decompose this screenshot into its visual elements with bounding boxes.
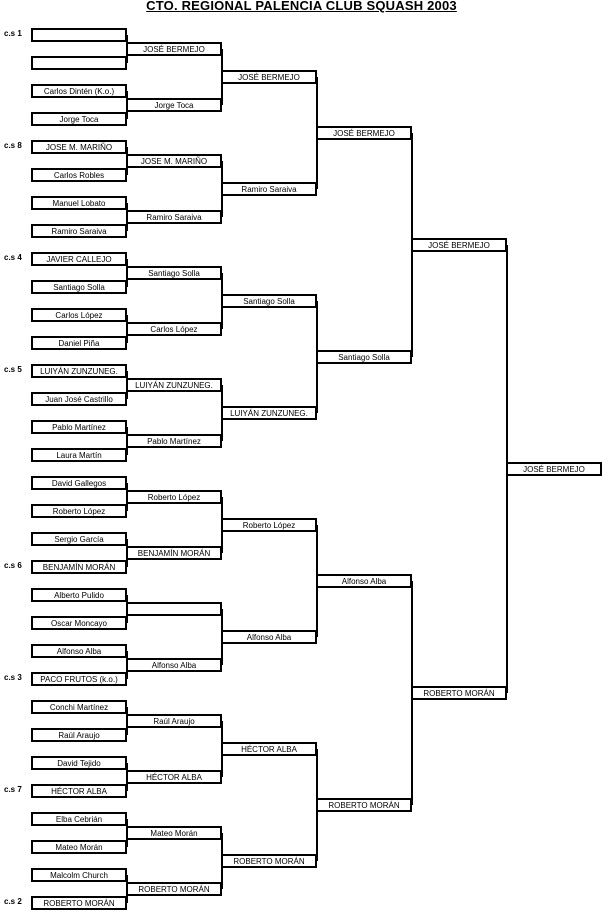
round2-player-box: Roberto López xyxy=(126,490,222,504)
round2-player-box xyxy=(126,602,222,616)
round3-player-box: ROBERTO MORÁN xyxy=(221,854,317,868)
round1-player-box: David Gallegos xyxy=(31,476,127,490)
round1-player-box: Pablo Martínez xyxy=(31,420,127,434)
champion-box: JOSÉ BERMEJO xyxy=(506,462,602,476)
round1-player-box xyxy=(31,28,127,42)
round4-player-box: Santiago Solla xyxy=(316,350,412,364)
round1-player-box: ROBERTO MORÁN xyxy=(31,896,127,910)
seed-label: c.s 4 xyxy=(4,253,22,262)
round1-player-box: Jorge Toca xyxy=(31,112,127,126)
round1-player-box: Juan José Castrillo xyxy=(31,392,127,406)
round2-player-box: HÉCTOR ALBA xyxy=(126,770,222,784)
round2-player-box: LUIYÁN ZUNZUNEG. xyxy=(126,378,222,392)
round2-player-box: JOSÉ BERMEJO xyxy=(126,42,222,56)
round1-player-box: JAVIER CALLEJO xyxy=(31,252,127,266)
round1-player-box: Ramiro Saraiva xyxy=(31,224,127,238)
round2-player-box: ROBERTO MORÁN xyxy=(126,882,222,896)
round2-player-box: Jorge Toca xyxy=(126,98,222,112)
round1-player-box: JOSE M. MARIÑO xyxy=(31,140,127,154)
round1-player-box: Carlos López xyxy=(31,308,127,322)
round1-player-box: Manuel Lobato xyxy=(31,196,127,210)
round1-player-box: HÉCTOR ALBA xyxy=(31,784,127,798)
seed-label: c.s 3 xyxy=(4,673,22,682)
round3-player-box: Ramiro Saraiva xyxy=(221,182,317,196)
seed-label: c.s 1 xyxy=(4,29,22,38)
round3-player-box: JOSÉ BERMEJO xyxy=(221,70,317,84)
round3-player-box: HÉCTOR ALBA xyxy=(221,742,317,756)
seed-label: c.s 8 xyxy=(4,141,22,150)
round1-player-box: Laura Martín xyxy=(31,448,127,462)
round2-player-box: Pablo Martínez xyxy=(126,434,222,448)
round3-player-box: Alfonso Alba xyxy=(221,630,317,644)
round1-player-box: Elba Cebrián xyxy=(31,812,127,826)
round4-player-box: Alfonso Alba xyxy=(316,574,412,588)
round1-player-box: Malcolm Church xyxy=(31,868,127,882)
round1-player-box: Roberto López xyxy=(31,504,127,518)
bracket-title: CTO. REGIONAL PALENCIA CLUB SQUASH 2003 xyxy=(146,0,457,13)
seed-label: c.s 7 xyxy=(4,785,22,794)
round1-player-box: Oscar Moncayo xyxy=(31,616,127,630)
round4-player-box: JOSÉ BERMEJO xyxy=(316,126,412,140)
round1-player-box: Alfonso Alba xyxy=(31,644,127,658)
round4-player-box: ROBERTO MORÁN xyxy=(316,798,412,812)
round3-player-box: Santiago Solla xyxy=(221,294,317,308)
round5-player-box: ROBERTO MORÁN xyxy=(411,686,507,700)
round2-player-box: Carlos López xyxy=(126,322,222,336)
round1-player-box: BENJAMÍN MORÁN xyxy=(31,560,127,574)
round1-player-box: Carlos Robles xyxy=(31,168,127,182)
round2-player-box: Raúl Araujo xyxy=(126,714,222,728)
round1-player-box: LUIYÁN ZUNZUNEG. xyxy=(31,364,127,378)
round2-player-box: BENJAMÍN MORÁN xyxy=(126,546,222,560)
round5-player-box: JOSÉ BERMEJO xyxy=(411,238,507,252)
round1-player-box: Carlos Dintén (K.o.) xyxy=(31,84,127,98)
round1-player-box: PACO FRUTOS (k.o.) xyxy=(31,672,127,686)
round3-player-box: LUIYÁN ZUNZUNEG. xyxy=(221,406,317,420)
round2-player-box: Alfonso Alba xyxy=(126,658,222,672)
seed-label: c.s 5 xyxy=(4,365,22,374)
round2-player-box: Santiago Solla xyxy=(126,266,222,280)
round1-player-box: Daniel Piña xyxy=(31,336,127,350)
round2-player-box: Mateo Morán xyxy=(126,826,222,840)
round1-player-box: Raúl Araujo xyxy=(31,728,127,742)
round1-player-box: Mateo Morán xyxy=(31,840,127,854)
round1-player-box: Conchi Martínez xyxy=(31,700,127,714)
round3-player-box: Roberto López xyxy=(221,518,317,532)
round1-player-box: Santiago Solla xyxy=(31,280,127,294)
seed-label: c.s 2 xyxy=(4,897,22,906)
round1-player-box: Sergio García xyxy=(31,532,127,546)
round2-player-box: JOSE M. MARIÑO xyxy=(126,154,222,168)
round2-player-box: Ramiro Saraiva xyxy=(126,210,222,224)
round1-player-box: Alberto Pulido xyxy=(31,588,127,602)
round1-player-box: David Tejido xyxy=(31,756,127,770)
round1-player-box xyxy=(31,56,127,70)
seed-label: c.s 6 xyxy=(4,561,22,570)
